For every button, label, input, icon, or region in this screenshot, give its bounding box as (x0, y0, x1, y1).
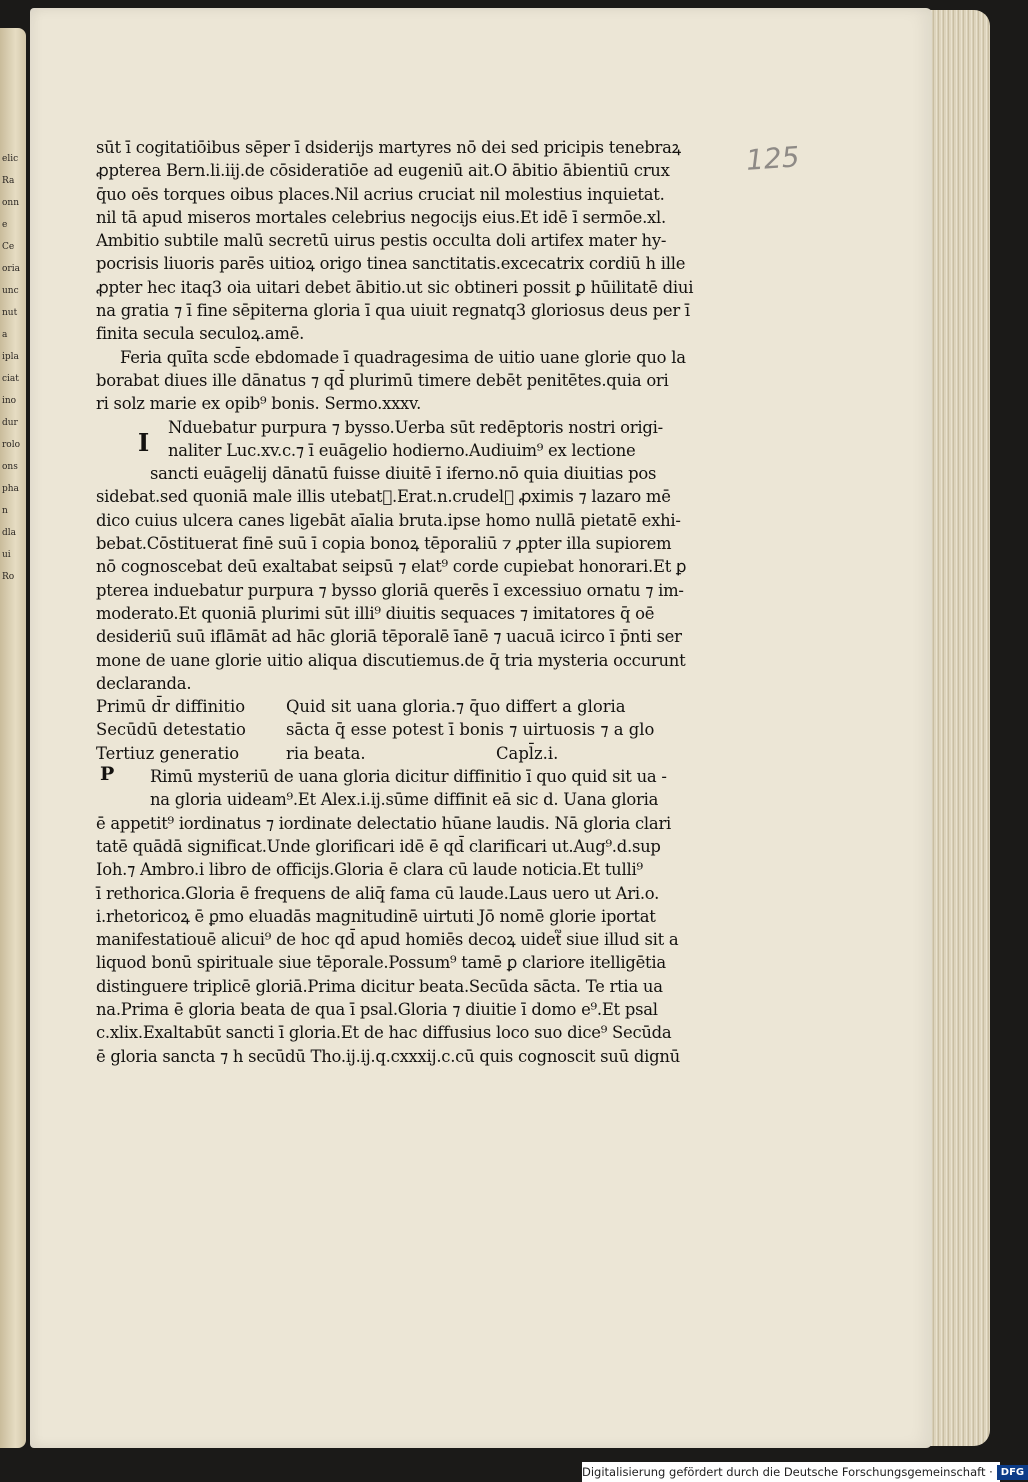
toc-left-entry: Tertiuz generatio (96, 743, 240, 763)
text-line: declaranda. (96, 673, 192, 693)
left-page-fragment: nuta (2, 308, 18, 340)
rubric-line: borabat diues ille dānatus ⁊ qd̄ plurimū timere debēt penitētes.quia ori (96, 370, 669, 390)
left-page-fragment: ciat (2, 374, 19, 384)
text-line: dico cuius ulcera canes ligebāt aīalia bruta.ipse homo nullā pietatē exhi‑ (96, 510, 681, 530)
left-page-fragment: ipla (2, 352, 19, 362)
text-line: mone de uane glorie uitio aliqua discutiemus.de q̄ tria mysteria occurunt (96, 650, 686, 670)
text-line: pocrisis liuoris parēs uitioꝝ origo tinea sanctitatis.excecatrix cordiū h ille (96, 254, 686, 274)
text-line: ē appetit⁹ iordinatus ⁊ iordinate delectatio hūane laudis. Nā gloria clari (96, 813, 672, 833)
credit-text: Digitalisierung gefördert durch die Deutsche Forschungsgemeinschaft · (582, 1465, 993, 1479)
toc-left-entry: Secūdū detestatio (96, 720, 246, 740)
text-line: tatē quādā significat.Unde glorificari idē ē qd̄ clarificari ut.Aug⁹.d.sup (96, 836, 661, 856)
text-line: finita secula seculoꝝ.amē. (96, 324, 305, 344)
page-stack-edges (930, 10, 990, 1446)
dfg-logo: DFG (997, 1465, 1028, 1480)
rubric-line: ri solz marie ex opib⁹ bonis. Sermo.xxxv. (96, 394, 422, 414)
digitization-credit (582, 1462, 1025, 1482)
text-line: pterea induebatur purpura ⁊ bysso gloriā querēs ī excessiuo ornatu ⁊ im‑ (96, 580, 684, 600)
text-line: q̄uo oēs torques oibus places.Nil acrius cruciat nil molestius inquietat. (96, 184, 665, 204)
left-page-fragment: Ra (2, 176, 15, 186)
left-page-edge (0, 28, 26, 1448)
drop-cap-initial-i: I (138, 428, 150, 457)
paragraph-chapter-one (96, 765, 712, 1068)
left-page-fragment: dur (2, 418, 18, 428)
text-line: Ioh.⁊ Ambro.i libro de officijs.Gloria ē clara cū laude noticia.Et tulli⁹ (96, 860, 643, 880)
text-line: bebat.Cōstituerat finē suū ī copia bonoꝝ tēporaliū ⁊ ꝓpter illa supiorem (96, 534, 672, 554)
text-line: sūt ī cogitatiōibus sēper ī dsiderijs martyres nō dei sed pricipis tenebraꝝ (96, 138, 681, 157)
text-line: na gloria uideam⁹.Et Alex.i.ij.sūme diffinit eā sic d. Uana gloria (150, 790, 659, 810)
left-page-fragment: rolo (2, 440, 21, 450)
mysteria-table (96, 695, 712, 765)
text-line: i.rhetoricoꝝ ē ꝑmo eluadās magnitudinē uirtuti Jō nomē glorie iportat (96, 906, 656, 926)
text-line: desideriū suū iflāmāt ad hāc gloriā tēporalē īanē ⁊ uacuā icirco ī p̄nti ser (96, 627, 682, 647)
text-line: Nduebatur purpura ⁊ bysso.Uerba sūt redēptoris nostri origi‑ (168, 417, 663, 437)
text-line: naliter Luc.xv.c.⁊ ī euāgelio hodierno.Audiuim⁹ ex lectione (168, 440, 636, 460)
toc-left-entry: Primū d̄r diffinitio (96, 697, 246, 717)
left-page-fragment: unc (2, 286, 19, 296)
left-page-fragment: ons (2, 462, 18, 472)
text-line: sidebat.sed quoniā male illis utebat᷑.Erat.n.crudel᷑ ꝓximis ⁊ lazaro mē (96, 487, 671, 507)
paragraph-sermon-ending (96, 136, 712, 346)
left-page-fragment: Ro (2, 572, 15, 582)
text-line: Ambitio subtile malū secretū uirus pestis occulta doli artifex mater hy‑ (96, 231, 667, 251)
left-page-fragment: dla (2, 528, 17, 538)
guide-letter-p: P (100, 763, 115, 785)
toc-description: ria beata. (286, 743, 366, 763)
paragraph-sermon-opening (96, 416, 712, 696)
text-line: manifestatiouē alicui⁹ de hoc qd̄ apud homiēs decoꝝ uidet᷑ siue illud sit a (96, 930, 679, 950)
text-line: na gratia ⁊ ī fine sēpiterna gloria ī qua uiuit regnatq3 gloriosus deus per ī (96, 301, 690, 321)
toc-description: sācta q̄ esse potest ī bonis ⁊ uirtuosis ⁊ a glo (286, 720, 655, 740)
text-line: Rimū mysteriū de uana gloria dicitur diffinitio ī quo quid sit ua ‑ (150, 767, 667, 787)
folio-number: 125 (744, 140, 801, 177)
chapter-label: Capl̄z.i. (496, 743, 559, 763)
text-line: ꝓpter hec itaq3 oia uitari debet ābitio.ut sic obtineri possit ꝑ hūilitatē diui (96, 277, 694, 297)
text-line: ꝓpterea Bern.li.iij.de cōsideratiōe ad eugeniū ait.O ābitio ābientiū crux (96, 161, 670, 181)
text-block (96, 136, 712, 1068)
text-line: nil tā apud miseros mortales celebrius negocijs eius.Et idē ī sermōe.xl. (96, 207, 666, 227)
rubric-line: Feria quīta scd̄e ebdomade ī quadragesima de uitio uane glorie quo la (120, 347, 686, 367)
text-line: ē gloria sancta ⁊ h secūdū Tho.ij.ij.q.cxxxij.c.cū quis cognoscit suū dignū (96, 1046, 680, 1066)
left-page-fragment: ui (2, 550, 11, 560)
left-page-fragment: elic (2, 154, 19, 164)
left-page-fragment: phan (2, 484, 19, 516)
text-line: nō cognoscebat deū exaltabat seipsū ⁊ elat⁹ corde cupiebat honorari.Et ꝑ (96, 557, 687, 577)
text-line: na.Prima ē gloria beata de qua ī psal.Gloria ⁊ diuitie ī domo e⁹.Et psal (96, 999, 658, 1019)
text-line: moderato.Et quoniā plurimi sūt illi⁹ diuitis sequaces ⁊ imitatores q̄ oē (96, 603, 655, 623)
toc-description: Quid sit uana gloria.⁊ q̄uo differt a gloria (286, 697, 626, 717)
text-line: ī rethorica.Gloria ē frequens de aliq̄ fama cū laude.Laus uero ut Ari.o. (96, 883, 660, 903)
left-page-fragment: ino (2, 396, 17, 406)
left-page-fragment: onne (2, 198, 20, 230)
text-line: liquod bonū spirituale siue tēporale.Possum⁹ tamē ꝑ clariore itelligētia (96, 953, 666, 973)
text-line: sancti euāgelij dānatū fuisse diuitē ī iferno.nō quia diuitias pos (150, 464, 657, 484)
text-line: distinguere triplicē gloriā.Prima dicitur beata.Secūda sācta. Te rtia ua (96, 976, 663, 996)
text-line: c.xlix.Exaltabūt sancti ī gloria.Et de hac diffusius loco suo dice⁹ Secūda (96, 1023, 672, 1043)
left-page-text-fragments (2, 148, 22, 1048)
left-page-fragment: Ce (2, 242, 15, 252)
left-page-fragment: oria (2, 264, 20, 274)
rubric-heading (96, 346, 712, 416)
